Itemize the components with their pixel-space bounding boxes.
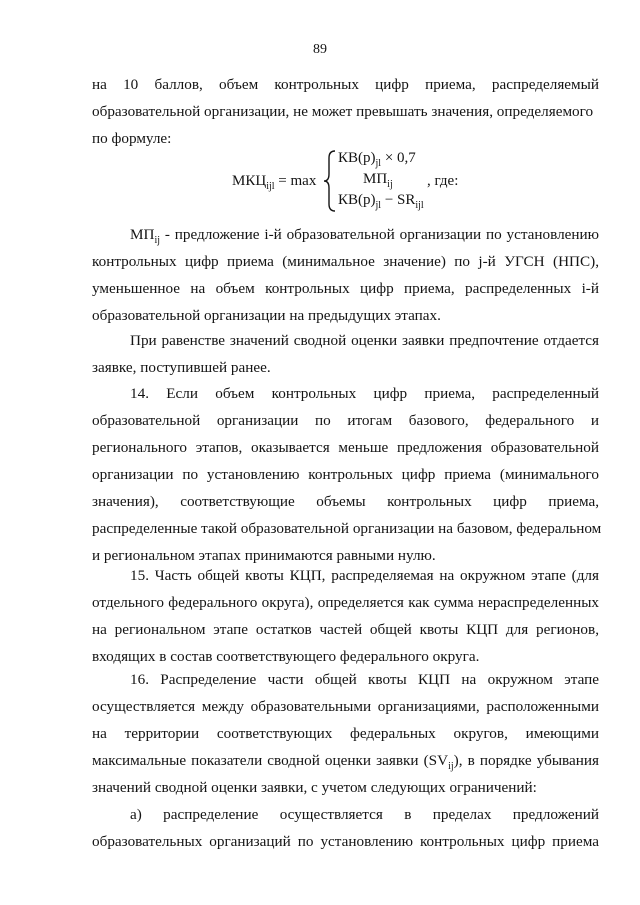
text-line: уменьшенное на объем контрольных цифр приема, распределенных i-й: [92, 280, 599, 297]
text-line: организации по установлению контрольных цифр приема (минимального: [92, 466, 599, 483]
paragraph-a: [92, 801, 599, 855]
formula: [232, 150, 472, 212]
page-number: 89: [313, 42, 327, 57]
text-line: образовательных организаций по установлению контрольных цифр приема: [92, 833, 599, 850]
text-line: образовательной организации по итогам базового, федерального и: [92, 412, 599, 429]
paragraph-14: [92, 380, 602, 569]
text-line: При равенстве значений сводной оценки заявки предпочтение отдается: [130, 332, 599, 349]
formula-case-1: $КВ(р)_{jl} \times 0,7$: [338, 150, 416, 169]
formula-where: , где:: [427, 173, 459, 189]
text-line: заявке, поступившей ранее.: [92, 359, 271, 376]
paragraph-16: [92, 666, 599, 801]
text-line: на территории соответствующих федеральных округов, имеющими: [92, 725, 599, 742]
formula-case-3: $КВ(р)_{jl} - SR_{ijl}$: [338, 192, 424, 211]
text-line: регионального этапов, оказывается меньше предложения образовательной: [92, 439, 599, 456]
intro-paragraph: [92, 71, 599, 152]
text-line: и региональном этапах принимаются равными нулю.: [92, 547, 436, 564]
text-line: контрольных цифр приема (минимальное значение) по j-й УГСН (НПС),: [92, 253, 599, 270]
text-line: на 10 баллов, объем контрольных цифр приема, распределяемый: [92, 76, 599, 93]
text-line: значения), соответствующие объемы контрольных цифр приема,: [92, 493, 599, 510]
text-line: значений сводной оценки заявки, с учетом следующих ограничений:: [92, 779, 537, 796]
text-line: 16. Распределение части общей квоты КЦП на окружном этапе: [130, 671, 599, 688]
text-line: по формуле:: [92, 130, 172, 147]
text-line: отдельного федерального округа), определяется как сумма нераспределенных: [92, 594, 599, 611]
curly-brace-icon: [323, 150, 337, 212]
text-line: а) распределение осуществляется в пределах предложений: [130, 806, 599, 823]
formula-case-2: $МП_{ij}$: [363, 171, 393, 190]
formula-lhs: $МКЦ_{ijl} = \max$: [232, 173, 317, 192]
text-line: 15. Часть общей квоты КЦП, распределяемая на окружном этапе (для: [130, 567, 599, 584]
text-line: $МП_{ij}$ - предложение i-й образовательной организации по установлению: [130, 226, 599, 247]
text-line: на региональном этапе остатков частей общей квоты КЦП для регионов,: [92, 621, 599, 638]
text-line: образовательной организации, не может превышать значения, определяемого: [92, 103, 594, 120]
text-line: образовательной организации на предыдущих этапах.: [92, 307, 441, 324]
text-line: 14. Если объем контрольных цифр приема, распределенный: [130, 385, 599, 402]
text-line: распределенные такой образовательной организации на базовом, федеральном: [92, 520, 602, 537]
mp-definition-paragraph: [92, 221, 599, 329]
text-line: максимальные показатели сводной оценки заявки $(SV_{ij})$, в порядке убывания: [92, 752, 599, 773]
text-line: входящих в состав соответствующего федерального округа.: [92, 648, 480, 665]
text-line: осуществляется между образовательными организациями, расположенными: [92, 698, 599, 715]
paragraph-15: [92, 562, 599, 670]
equal-score-paragraph: [92, 327, 599, 381]
